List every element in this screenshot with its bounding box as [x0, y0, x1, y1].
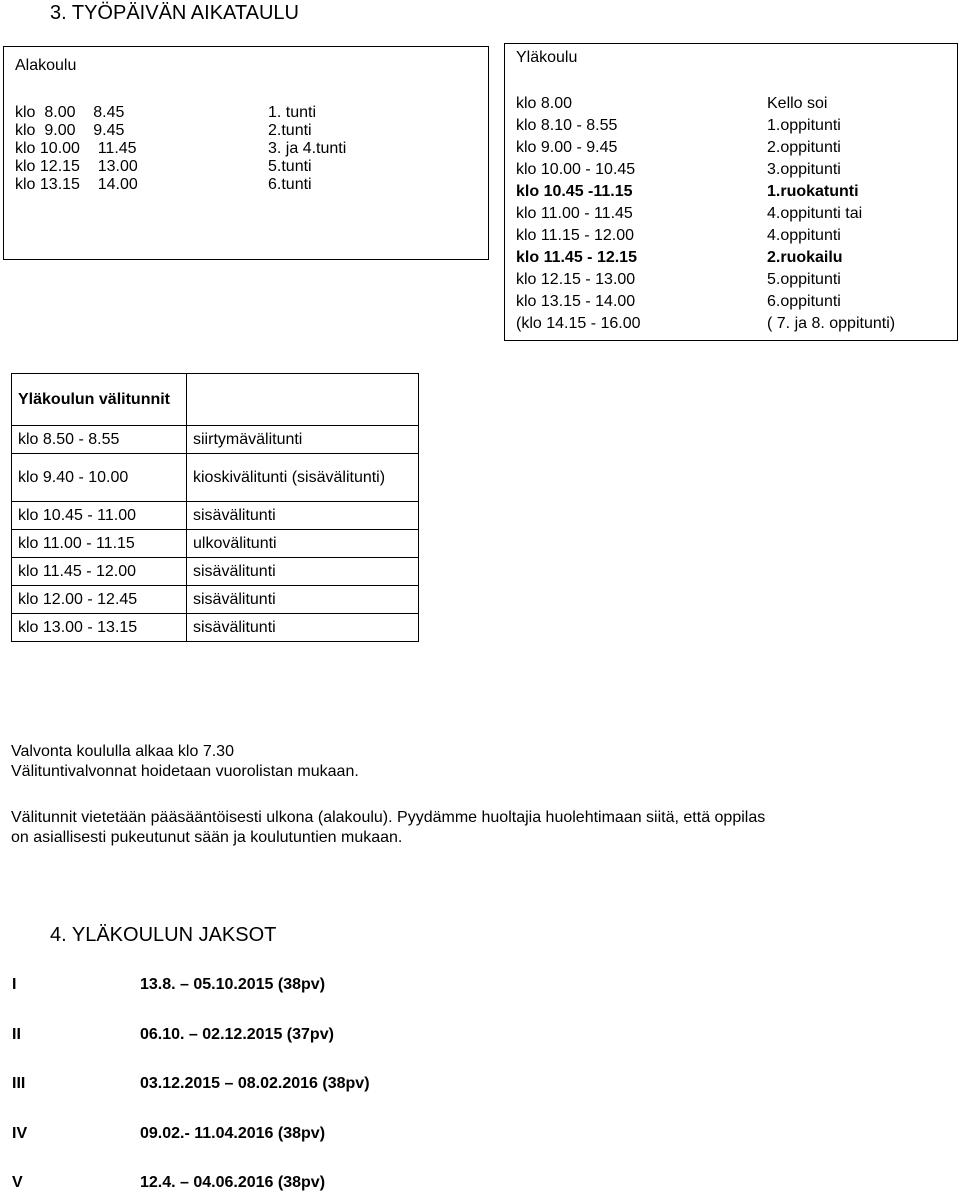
alakoulu-time: klo 8.00 8.45 [15, 104, 125, 121]
ylakoulu-time: klo 10.00 - 10.45 [516, 161, 636, 178]
period-dates: 12.4. – 04.06.2016 (38pv) [140, 1174, 326, 1191]
note-outdoor-breaks: Välitunnit vietetään pääsääntöisesti ulkona (alakoulu). Pyydämme huoltajia huolehtimaan siitä, että oppilas [11, 809, 766, 826]
period-dates: 03.12.2015 – 08.02.2016 (38pv) [140, 1075, 370, 1092]
break-type: sisävälitunti [187, 586, 419, 614]
ylakoulu-time: klo 13.15 - 14.00 [516, 293, 636, 310]
ylakoulu-schedule-box [504, 43, 958, 341]
alakoulu-lesson: 1. tunti [268, 104, 317, 121]
alakoulu-time: klo 12.15 13.00 [15, 158, 138, 175]
ylakoulu-time: klo 12.15 - 13.00 [516, 271, 636, 288]
ylakoulu-events [767, 93, 895, 335]
ylakoulu-time: klo 9.00 - 9.45 [516, 139, 618, 156]
break-time: klo 11.00 - 11.15 [12, 530, 187, 558]
breaks-title: Yläkoulun välitunnit [12, 374, 187, 426]
table-row [12, 426, 419, 454]
period-roman: V [12, 1174, 23, 1191]
table-row [12, 530, 419, 558]
breaks-table [11, 373, 419, 642]
period-dates: 09.02.- 11.04.2016 (38pv) [140, 1125, 326, 1142]
ylakoulu-event: 4.oppitunti tai [767, 205, 863, 222]
ylakoulu-event: ( 7. ja 8. oppitunti) [767, 315, 896, 332]
alakoulu-lesson: 3. ja 4.tunti [268, 140, 347, 157]
break-time: klo 9.40 - 10.00 [12, 454, 187, 502]
period-dates: 06.10. – 02.12.2015 (37pv) [140, 1026, 334, 1043]
ylakoulu-time: klo 10.45 -11.15 [516, 183, 633, 200]
break-type: ulkovälitunti [187, 530, 419, 558]
break-time: klo 11.45 - 12.00 [12, 558, 187, 586]
period-roman: I [12, 976, 17, 993]
table-row [12, 586, 419, 614]
breaks-title-empty [187, 374, 419, 426]
period-dates: 13.8. – 05.10.2015 (38pv) [140, 976, 326, 993]
ylakoulu-event: 2.oppitunti [767, 139, 841, 156]
ylakoulu-time: klo 8.10 - 8.55 [516, 117, 618, 134]
ylakoulu-event: 1.ruokatunti [767, 183, 859, 200]
ylakoulu-time: (klo 14.15 - 16.00 [516, 315, 641, 332]
period-roman: IV [12, 1125, 28, 1142]
table-row [12, 374, 419, 426]
period-roman: III [12, 1075, 26, 1092]
ylakoulu-times [516, 93, 641, 335]
alakoulu-lesson: 2.tunti [268, 122, 312, 139]
ylakoulu-event: 5.oppitunti [767, 271, 841, 288]
alakoulu-title: Alakoulu [15, 57, 77, 74]
ylakoulu-event: 1.oppitunti [767, 117, 841, 134]
ylakoulu-title: Yläkoulu [516, 49, 578, 66]
table-row [12, 454, 419, 502]
period-roman: II [12, 1026, 21, 1043]
ylakoulu-event: 2.ruokailu [767, 249, 843, 266]
break-type: sisävälitunti [187, 558, 419, 586]
break-type: sisävälitunti [187, 502, 419, 530]
ylakoulu-time: klo 11.00 - 11.45 [516, 205, 633, 222]
ylakoulu-event: 3.oppitunti [767, 161, 841, 178]
ylakoulu-event: 6.oppitunti [767, 293, 841, 310]
ylakoulu-event: 4.oppitunti [767, 227, 841, 244]
note-clothing: on asiallisesti pukeutunut sään ja koulutuntien mukaan. [11, 829, 403, 846]
alakoulu-times [15, 104, 138, 194]
break-type: kioskivälitunti (sisävälitunti) [187, 454, 419, 502]
ylakoulu-time: klo 11.45 - 12.15 [516, 249, 637, 266]
section-heading-schedule: 3. TYÖPÄIVÄN AIKATAULU [50, 2, 299, 24]
ylakoulu-time: klo 11.15 - 12.00 [516, 227, 635, 244]
table-row [12, 614, 419, 642]
break-time: klo 8.50 - 8.55 [12, 426, 187, 454]
alakoulu-lesson: 6.tunti [268, 176, 312, 193]
ylakoulu-time: klo 8.00 [516, 95, 573, 112]
section-heading-periods: 4. YLÄKOULUN JAKSOT [50, 924, 277, 946]
alakoulu-time: klo 9.00 9.45 [15, 122, 125, 139]
note-supervision-start: Valvonta koululla alkaa klo 7.30 [11, 743, 234, 760]
alakoulu-lessons [268, 104, 346, 194]
alakoulu-time: klo 13.15 14.00 [15, 176, 138, 193]
note-break-supervision: Välituntivalvonnat hoidetaan vuorolistan mukaan. [11, 763, 359, 780]
break-type: siirtymävälitunti [187, 426, 419, 454]
break-time: klo 10.45 - 11.00 [12, 502, 187, 530]
table-row [12, 502, 419, 530]
alakoulu-lesson: 5.tunti [268, 158, 312, 175]
ylakoulu-event: Kello soi [767, 95, 828, 112]
break-time: klo 12.00 - 12.45 [12, 586, 187, 614]
alakoulu-time: klo 10.00 11.45 [15, 140, 137, 157]
break-type: sisävälitunti [187, 614, 419, 642]
table-row [12, 558, 419, 586]
break-time: klo 13.00 - 13.15 [12, 614, 187, 642]
alakoulu-schedule-box [3, 46, 489, 260]
